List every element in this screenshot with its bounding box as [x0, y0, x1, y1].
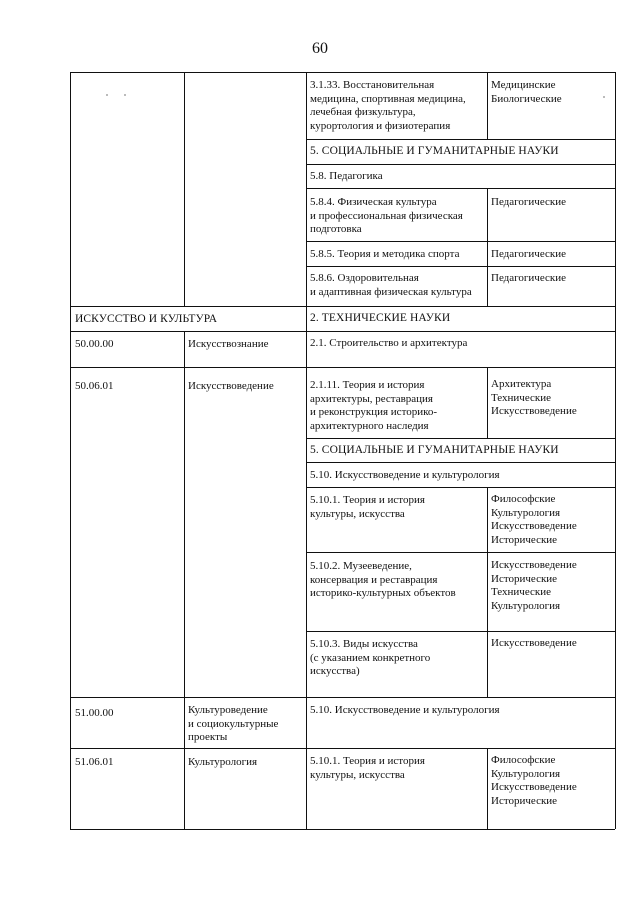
table-border: [70, 72, 71, 829]
table-border: [306, 631, 615, 632]
science-branch-cell: Медицинские Биологические: [491, 79, 562, 105]
table-border: [306, 552, 615, 553]
section-header: 5. СОЦИАЛЬНЫЕ И ГУМАНИТАРНЫЕ НАУКИ: [310, 444, 559, 456]
specialty-cell: 5.10.3. Виды искусства (с указанием конкретного искусства): [310, 638, 431, 677]
science-branch-cell: Искусствоведение: [491, 637, 577, 649]
area-header: ИСКУССТВО И КУЛЬТУРА: [75, 313, 218, 325]
table-border: [184, 72, 185, 306]
table-border: [70, 697, 615, 698]
specialty-cell: 5.10.1. Теория и история культуры, искусства: [310, 494, 425, 520]
specialty-cell: 5.8.5. Теория и методика спорта: [310, 248, 460, 260]
table-border: [70, 72, 615, 73]
code-cell: 51.00.00: [75, 707, 114, 719]
science-branch-cell: Педагогические: [491, 248, 566, 260]
code-cell: 51.06.01: [75, 756, 114, 768]
table-border: [487, 367, 488, 438]
table-border: [306, 139, 615, 140]
science-branch-cell: Искусствоведение Исторические Технические Культурология: [491, 559, 577, 612]
table-border: [306, 266, 615, 267]
code-cell: 50.06.01: [75, 380, 114, 392]
table-border: [70, 829, 615, 830]
table-border: [306, 241, 615, 242]
direction-name-cell: Культуроведение и социокультурные проекты: [188, 704, 279, 743]
table-border: [615, 72, 616, 829]
direction-name-cell: Искусствознание: [188, 338, 269, 350]
table-border: [306, 438, 615, 439]
direction-name-cell: Культурология: [188, 756, 258, 768]
group-header: 2.1. Строительство и архитектура: [310, 337, 468, 349]
direction-name-cell: Искусствоведение: [188, 380, 274, 392]
specialty-cell: 2.1.11. Теория и история архитектуры, реставрация и реконструкция историко- архитектурного наследия: [310, 379, 438, 432]
science-branch-cell: Педагогические: [491, 196, 566, 208]
table-border: [70, 331, 615, 332]
table-border: [70, 367, 615, 368]
page-number: 60: [312, 40, 328, 57]
scan-speck: [106, 94, 108, 96]
table-border: [306, 487, 615, 488]
section-header: 2. ТЕХНИЧЕСКИЕ НАУКИ: [310, 312, 451, 324]
science-branch-cell: Философские Культурология Искусствоведение Исторические: [491, 754, 577, 807]
specialty-cell: 5.10.1. Теория и история культуры, искусства: [310, 755, 425, 781]
specialty-cell: 5.8.4. Физическая культура и профессиональная физическая подготовка: [310, 196, 463, 235]
specialty-cell: 3.1.33. Восстановительная медицина, спортивная медицина, лечебная физкультура, курортология и физиотерапия: [310, 79, 466, 132]
group-header: 5.10. Искусствоведение и культурология: [310, 704, 500, 716]
scan-speck: [124, 94, 126, 96]
specialty-cell: 5.8.6. Оздоровительная и адаптивная физическая культура: [310, 272, 472, 298]
table-border: [306, 462, 615, 463]
table-border: [306, 188, 615, 189]
code-cell: 50.00.00: [75, 338, 114, 350]
group-header: 5.10. Искусствоведение и культурология: [310, 469, 500, 481]
table-border: [70, 306, 615, 307]
group-header: 5.8. Педагогика: [310, 170, 383, 182]
table-border: [306, 164, 615, 165]
table-border: [306, 72, 307, 829]
table-border: [487, 487, 488, 697]
table-border: [487, 188, 488, 306]
specialty-cell: 5.10.2. Музееведение, консервация и реставрация историко-культурных объектов: [310, 560, 456, 599]
section-header: 5. СОЦИАЛЬНЫЕ И ГУМАНИТАРНЫЕ НАУКИ: [310, 145, 559, 157]
table-border: [70, 748, 615, 749]
table-border: [487, 748, 488, 829]
table-border: [184, 331, 185, 829]
science-branch-cell: Философские Культурология Искусствоведение Исторические: [491, 493, 577, 546]
science-branch-cell: Педагогические: [491, 272, 566, 284]
table-border: [487, 72, 488, 139]
science-branch-cell: Архитектура Технические Искусствоведение: [491, 378, 577, 417]
